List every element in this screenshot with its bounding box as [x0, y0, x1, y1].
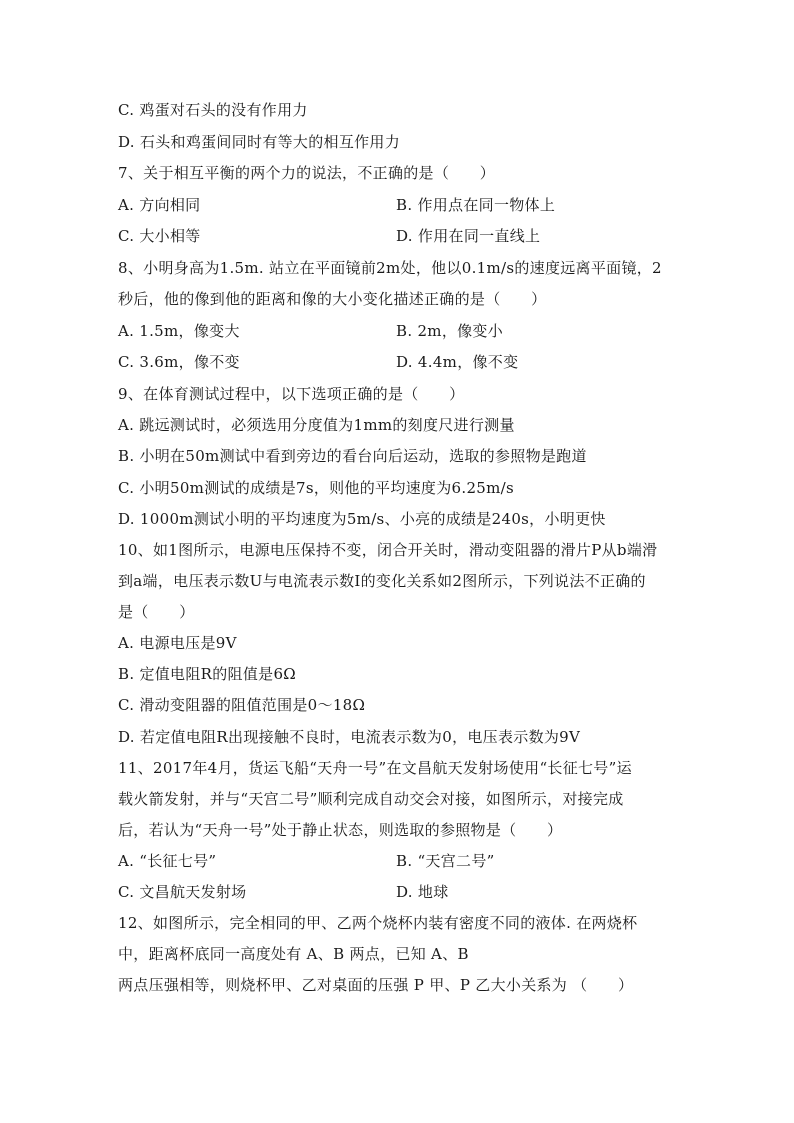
q10-stem-line2: 到a端，电压表示数U与电流表示数I的变化关系如2图所示，下列说法不正确的 [118, 572, 646, 590]
q9-option-d: D. 1000m测试小明的平均速度为5m/s、小亮的成绩是240s，小明更快 [118, 510, 606, 528]
q7-option-b: B. 作用点在同一物体上 [396, 196, 556, 214]
q8-stem-line2: 秒后，他的像到他的距离和像的大小变化描述正确的是（ ） [118, 290, 547, 308]
q6-option-d: D. 石头和鸡蛋间同时有等大的相互作用力 [118, 133, 401, 151]
q11-option-a: A. “长征七号” [118, 852, 217, 870]
q10-stem-line3: 是（ ） [118, 603, 195, 621]
q8-option-b: B. 2m，像变小 [396, 322, 504, 340]
q8-option-a: A. 1.5m，像变大 [118, 322, 240, 340]
q12-stem-line1: 12、如图所示，完全相同的甲、乙两个烧杯内装有密度不同的液体. 在两烧杯 [118, 914, 638, 932]
q12-stem-line2: 中，距离杯底同一高度处有 A、B 两点，已知 A、B [118, 945, 469, 963]
q11-option-b: B. “天宫二号” [396, 852, 495, 870]
q7-option-d: D. 作用在同一直线上 [396, 227, 541, 245]
q10-stem-line1: 10、如1图所示，电源电压保持不变，闭合开关时，滑动变阻器的滑片P从b端滑 [118, 541, 658, 559]
q11-stem-line3: 后，若认为“天舟一号”处于静止状态，则选取的参照物是（ ） [118, 821, 563, 839]
q7-stem: 7、关于相互平衡的两个力的说法，不正确的是（ ） [118, 164, 496, 182]
q9-stem: 9、在体育测试过程中，以下选项正确的是（ ） [118, 385, 465, 403]
q10-option-a: A. 电源电压是9V [118, 634, 237, 652]
q10-option-b: B. 定值电阻R的阻值是6Ω [118, 665, 297, 683]
q9-option-c: C. 小明50m测试的成绩是7s，则他的平均速度为6.25m/s [118, 479, 515, 497]
q6-option-c: C. 鸡蛋对石头的没有作用力 [118, 101, 308, 119]
q8-option-c: C. 3.6m，像不变 [118, 353, 240, 371]
q10-option-c: C. 滑动变阻器的阻值范围是0～18Ω [118, 696, 366, 714]
q11-option-c: C. 文昌航天发射场 [118, 883, 247, 901]
q11-stem-line2: 载火箭发射，并与“天宫二号”顺利完成自动交会对接，如图所示，对接完成 [118, 790, 624, 808]
q11-stem-line1: 11、2017年4月，货运飞船“天舟一号”在文昌航天发射场使用“长征七号”运 [118, 759, 632, 777]
q9-option-b: B. 小明在50m测试中看到旁边的看台向后运动，选取的参照物是跑道 [118, 447, 587, 465]
q7-option-a: A. 方向相同 [118, 196, 201, 214]
q12-stem-line3: 两点压强相等，则烧杯甲、乙对桌面的压强 P 甲、P 乙大小关系为 （ ） [118, 976, 634, 994]
q8-option-d: D. 4.4m，像不变 [396, 353, 519, 371]
q11-option-d: D. 地球 [396, 883, 449, 901]
q9-option-a: A. 跳远测试时，必须选用分度值为1mm的刻度尺进行测量 [118, 416, 515, 434]
q10-option-d: D. 若定值电阻R出现接触不良时，电流表示数为0，电压表示数为9V [118, 728, 581, 746]
q8-stem-line1: 8、小明身高为1.5m. 站立在平面镜前2m处，他以0.1m/s的速度远离平面镜，2 [118, 259, 662, 277]
q7-option-c: C. 大小相等 [118, 227, 201, 245]
